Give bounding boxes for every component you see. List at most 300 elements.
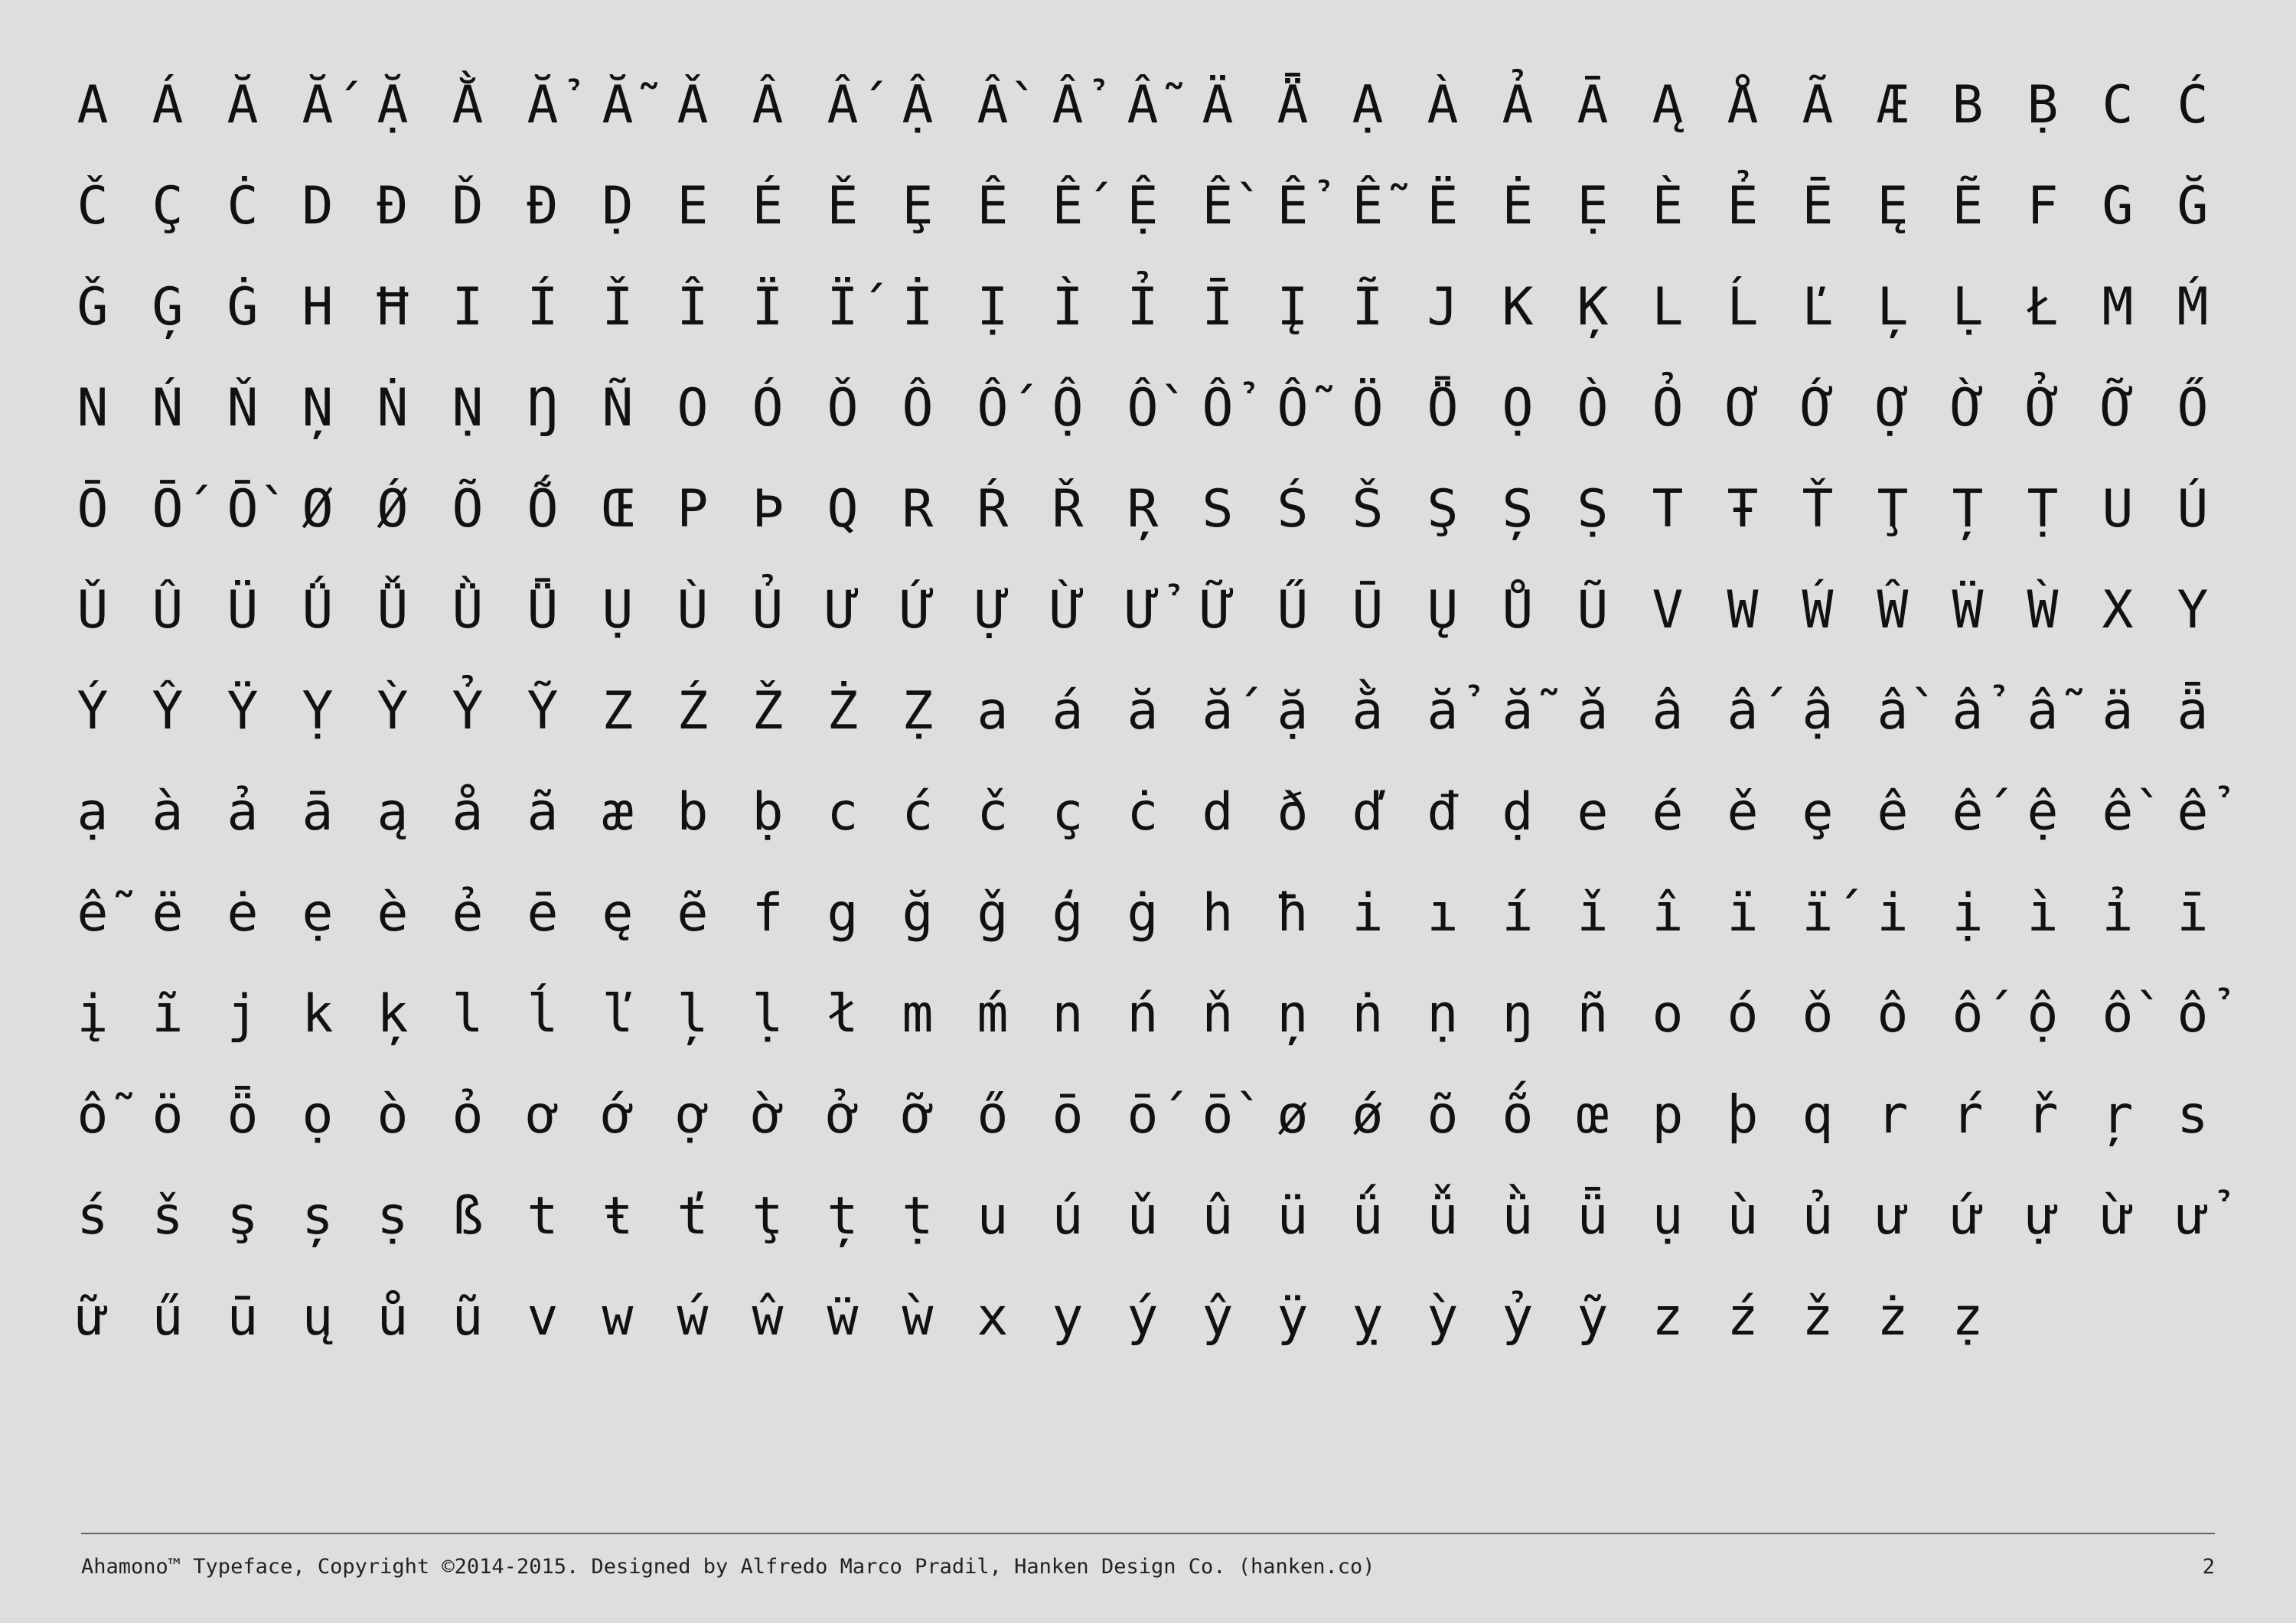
glyph-cell: A — [77, 75, 109, 135]
glyph-cell: ờ — [752, 1085, 784, 1146]
glyph-cell: T — [1652, 479, 1684, 539]
glyph-cell: ö — [152, 1085, 184, 1146]
glyph-cell: o — [1652, 984, 1684, 1045]
glyph-cell: Ĩ — [1352, 277, 1384, 337]
glyph-cell: Ű — [1277, 580, 1309, 640]
glyph-cell: Ñ — [602, 378, 634, 438]
glyph-cell: ừ — [2102, 1186, 2134, 1247]
glyph-cell: Ý — [77, 681, 109, 741]
glyph-cell: Ỉ — [1127, 277, 1159, 337]
glyph-cell: ď — [1352, 782, 1384, 842]
page-number: 2 — [2202, 1555, 2215, 1579]
glyph-cell: W — [1727, 580, 1759, 640]
glyph-cell: U — [2102, 479, 2134, 539]
glyph-cell: ŋ — [1502, 984, 1534, 1045]
glyph-cell: Ẩ — [1052, 75, 1084, 135]
glyph-cell: Ł — [2027, 277, 2059, 337]
glyph-cell: ṅ — [1352, 984, 1384, 1045]
glyph-cell: Ẓ — [902, 681, 934, 741]
glyph-cell: ċ — [1127, 782, 1159, 842]
glyph-cell: y — [1052, 1287, 1084, 1348]
glyph-cell: ō — [1052, 1085, 1084, 1146]
glyph-cell: K — [1502, 277, 1534, 337]
glyph-cell: ű — [152, 1287, 184, 1348]
glyph-cell: Ǔ — [77, 580, 109, 640]
glyph-cell: ñ — [1577, 984, 1609, 1045]
glyph-cell: Ů — [1502, 580, 1534, 640]
glyph-cell: ǜ — [1502, 1186, 1534, 1247]
glyph-cell: ṭ — [902, 1186, 934, 1247]
glyph-cell: Ị — [977, 277, 1009, 337]
glyph-cell: ợ — [677, 1085, 709, 1146]
glyph-cell: Ợ — [1877, 378, 1909, 438]
glyph-cell: Ù — [677, 580, 709, 640]
glyph-cell: Ỏ — [1652, 378, 1684, 438]
glyph-cell: ẻ — [452, 883, 484, 943]
glyph-cell: E — [677, 176, 709, 236]
glyph-cell: ặ — [1277, 681, 1309, 741]
glyph-cell: Í — [527, 277, 559, 337]
glyph-cell: Ṇ — [452, 378, 484, 438]
glyph-cell: Õ — [452, 479, 484, 539]
glyph-cell: ș — [302, 1186, 334, 1247]
glyph-cell: é — [1652, 782, 1684, 842]
glyph-cell: Ḅ — [2027, 75, 2059, 135]
glyph-cell: z — [1652, 1287, 1684, 1348]
glyph-cell: Ţ — [1877, 479, 1909, 539]
glyph-cell: ọ — [302, 1085, 334, 1146]
glyph-cell: ę — [602, 883, 634, 943]
glyph-cell: ơ — [527, 1085, 559, 1146]
glyph-cell: į — [77, 984, 109, 1045]
glyph-cell: ğ — [902, 883, 934, 943]
glyph-cell: ň — [1202, 984, 1234, 1045]
glyph-cell: Ằ — [452, 75, 484, 135]
glyph-cell: Ï — [752, 277, 784, 337]
glyph-cell: ķ — [377, 984, 409, 1045]
glyph-cell: ŕ — [1952, 1085, 1984, 1146]
glyph-cell: ī — [2177, 883, 2209, 943]
glyph-cell: Ŗ — [1127, 479, 1159, 539]
glyph-cell: Ṑ — [227, 479, 259, 539]
glyph-cell: ǎ — [1577, 681, 1609, 741]
glyph-cell: ĺ — [527, 984, 559, 1045]
glyph-cell: M — [2102, 277, 2134, 337]
glyph-cell: Ǖ — [527, 580, 559, 640]
glyph-cell: œ — [1577, 1085, 1609, 1146]
glyph-cell: ữ — [77, 1287, 109, 1348]
glyph-cell: ẁ — [902, 1287, 934, 1348]
glyph-cell: Ź — [677, 681, 709, 741]
glyph-cell: F — [2027, 176, 2059, 236]
glyph-cell: Ắ — [302, 75, 334, 135]
glyph-cell: æ — [602, 782, 634, 842]
glyph-cell: Ŷ — [152, 681, 184, 741]
glyph-cell: ẵ — [1502, 681, 1534, 741]
glyph-cell: ǐ — [1577, 883, 1609, 943]
glyph-cell: Ò — [1577, 378, 1609, 438]
glyph-cell: Ṅ — [377, 378, 409, 438]
glyph-cell: ÿ — [1277, 1287, 1309, 1348]
glyph-cell: ị — [1952, 883, 1984, 943]
glyph-cell: Ữ — [1202, 580, 1234, 640]
glyph-cell: l — [452, 984, 484, 1045]
glyph-cell: ṓ — [1127, 1085, 1159, 1146]
glyph-cell: Ḯ — [827, 277, 859, 337]
glyph-cell: ṑ — [1202, 1085, 1234, 1146]
glyph-cell: ư — [1877, 1186, 1909, 1247]
glyph-cell: þ — [1727, 1085, 1759, 1146]
glyph-cell: Š — [1352, 479, 1384, 539]
glyph-cell: C — [2102, 75, 2134, 135]
glyph-cell: ụ — [1652, 1186, 1684, 1247]
glyph-cell: Ì — [1052, 277, 1084, 337]
glyph-cell: m — [902, 984, 934, 1045]
glyph-cell: ḅ — [752, 782, 784, 842]
glyph-cell: ă — [1127, 681, 1159, 741]
glyph-cell: e — [1577, 782, 1609, 842]
glyph-cell: Ể — [1277, 176, 1309, 236]
glyph-cell: Ẻ — [1727, 176, 1759, 236]
glyph-cell: ŵ — [752, 1287, 784, 1348]
glyph-cell: h — [1202, 883, 1234, 943]
glyph-cell: Ễ — [1352, 176, 1384, 236]
glyph-cell: À — [1427, 75, 1459, 135]
glyph-cell: Ť — [1802, 479, 1834, 539]
glyph-cell: ạ — [77, 782, 109, 842]
glyph-cell: Ǎ — [677, 75, 709, 135]
glyph-cell: ấ — [1727, 681, 1759, 741]
glyph-cell: Ấ — [827, 75, 859, 135]
glyph-cell: ū — [227, 1287, 259, 1348]
glyph-cell: Ừ — [1052, 580, 1084, 640]
glyph-cell: í — [1502, 883, 1534, 943]
glyph-cell: ỗ — [77, 1085, 109, 1146]
glyph-cell: è — [377, 883, 409, 943]
glyph-cell: Z — [602, 681, 634, 741]
glyph-cell: ȩ — [1802, 782, 1834, 842]
glyph-cell: Ỵ — [302, 681, 334, 741]
glyph-cell: ǟ — [2177, 681, 2209, 741]
glyph-cell: ß — [452, 1186, 484, 1247]
glyph-cell: Ë — [1427, 176, 1459, 236]
glyph-cell: ắ — [1202, 681, 1234, 741]
glyph-cell: Ẃ — [1802, 580, 1834, 640]
glyph-cell: f — [752, 883, 784, 943]
glyph-cell: š — [152, 1186, 184, 1247]
glyph-cell: ẓ — [1952, 1287, 1984, 1348]
glyph-cell: Ħ — [377, 277, 409, 337]
glyph-cell: Ụ — [602, 580, 634, 640]
glyph-cell: ȫ — [227, 1085, 259, 1146]
glyph-cell: Ă — [227, 75, 259, 135]
glyph-cell: ỉ — [2102, 883, 2134, 943]
footer-credit: Ahamono™ Typeface, Copyright ©2014-2015. Designed by Alfredo Marco Pradil, Hanken Design Co. (hanken.co) — [81, 1555, 1375, 1579]
glyph-cell: ḯ — [1802, 883, 1834, 943]
glyph-cell: ô — [1877, 984, 1909, 1045]
glyph-cell: Ṭ — [2027, 479, 2059, 539]
glyph-cell: Ÿ — [227, 681, 259, 741]
glyph-cell: Ư — [827, 580, 859, 640]
glyph-cell: Ố — [977, 378, 1009, 438]
glyph-cell: ł — [827, 984, 859, 1045]
glyph-cell: ë — [152, 883, 184, 943]
glyph-cell: ǒ — [1802, 984, 1834, 1045]
glyph-cell: Ǿ — [377, 479, 409, 539]
glyph-cell: ć — [902, 782, 934, 842]
glyph-cell: ḷ — [752, 984, 784, 1045]
glyph-cell: Ď — [452, 176, 484, 236]
glyph-cell: ü — [1277, 1186, 1309, 1247]
glyph-cell: ủ — [1802, 1186, 1834, 1247]
glyph-cell: B — [1952, 75, 1984, 135]
glyph-cell: ǘ — [1352, 1186, 1384, 1247]
glyph-cell: ð — [1277, 782, 1309, 842]
glyph-cell: ẹ — [302, 883, 334, 943]
glyph-cell: Ũ — [1577, 580, 1609, 640]
glyph-cell: Ề — [1202, 176, 1234, 236]
glyph-cell: c — [827, 782, 859, 842]
glyph-cell: â — [1652, 681, 1684, 741]
glyph-cell: Ą — [1652, 75, 1684, 135]
glyph-cell: ì — [2027, 883, 2059, 943]
glyph-cell: ù — [1727, 1186, 1759, 1247]
glyph-cell: ţ — [752, 1186, 784, 1247]
glyph-cell: t — [527, 1186, 559, 1247]
glyph-cell: ů — [377, 1287, 409, 1348]
glyph-cell: Ê — [977, 176, 1009, 236]
glyph-cell: Ē — [1802, 176, 1834, 236]
glyph-cell: Ķ — [1577, 277, 1609, 337]
glyph-cell: ḿ — [977, 984, 1009, 1045]
glyph-cell: I — [452, 277, 484, 337]
glyph-cell: ą — [377, 782, 409, 842]
glyph-cell: Ả — [1502, 75, 1534, 135]
glyph-cell: k — [302, 984, 334, 1045]
glyph-cell: ŷ — [1202, 1287, 1234, 1348]
glyph-cell: H — [302, 277, 334, 337]
glyph-cell: ų — [302, 1287, 334, 1348]
glyph-cell: Ŋ — [527, 378, 559, 438]
glyph-cell: Ô — [902, 378, 934, 438]
glyph-cell: Ầ — [977, 75, 1009, 135]
glyph-cell: ỹ — [1577, 1287, 1609, 1348]
glyph-cell: Ǟ — [1277, 75, 1309, 135]
glyph-cell: Ț — [1952, 479, 1984, 539]
glyph-cell: ổ — [2177, 984, 2209, 1045]
glyph-cell: Ạ — [1352, 75, 1384, 135]
glyph-cell: ẅ — [827, 1287, 859, 1348]
glyph-cell: ǚ — [1427, 1186, 1459, 1247]
glyph-cell: Ō — [77, 479, 109, 539]
glyph-cell: Ǚ — [377, 580, 409, 640]
glyph-cell: ễ — [77, 883, 109, 943]
glyph-cell: p — [1652, 1085, 1684, 1146]
glyph-cell: Ż — [827, 681, 859, 741]
glyph-cell: u — [977, 1186, 1009, 1247]
glyph-cell: i — [1352, 883, 1384, 943]
glyph-cell: ń — [1127, 984, 1159, 1045]
glyph-cell: İ — [902, 277, 934, 337]
glyph-cell: Ć — [2177, 75, 2209, 135]
glyph-cell: Ū — [1352, 580, 1384, 640]
glyph-cell: ằ — [1352, 681, 1384, 741]
glyph-cell: ø — [1277, 1085, 1309, 1146]
glyph-cell: Ẹ — [1577, 176, 1609, 236]
glyph-cell: Ċ — [227, 176, 259, 236]
glyph-cell: ở — [827, 1085, 859, 1146]
glyph-cell: ť — [677, 1186, 709, 1247]
glyph-cell: Ó — [752, 378, 784, 438]
glyph-cell: Ī — [1202, 277, 1234, 337]
glyph-cell: ģ — [1052, 883, 1084, 943]
glyph-cell: Å — [1727, 75, 1759, 135]
glyph-cell: ứ — [1952, 1186, 1984, 1247]
glyph-cell: á — [1052, 681, 1084, 741]
glyph-cell: ể — [2177, 782, 2209, 842]
glyph-cell: ē — [527, 883, 559, 943]
glyph-cell: Ž — [752, 681, 784, 741]
glyph-cell: r — [1877, 1085, 1909, 1146]
glyph-cell: ĩ — [152, 984, 184, 1045]
glyph-cell: ņ — [1277, 984, 1309, 1045]
glyph-cell: Ỹ — [527, 681, 559, 741]
glyph-cell: Ộ — [1052, 378, 1084, 438]
glyph-cell: s — [2177, 1085, 2209, 1146]
glyph-cell: w — [602, 1287, 634, 1348]
glyph-cell: O — [677, 378, 709, 438]
glyph-cell: Û — [152, 580, 184, 640]
glyph-cell: É — [752, 176, 784, 236]
glyph-cell: J — [1427, 277, 1459, 337]
glyph-cell: Ç — [152, 176, 184, 236]
glyph-cell: Ȫ — [1427, 378, 1459, 438]
glyph-cell: ử — [2177, 1186, 2209, 1247]
glyph-cell: v — [527, 1287, 559, 1348]
glyph-cell: ỷ — [1502, 1287, 1534, 1348]
glyph-cell: ẩ — [1952, 681, 1984, 741]
glyph-cell: V — [1652, 580, 1684, 640]
glyph-cell: L — [1652, 277, 1684, 337]
glyph-cell: ț — [827, 1186, 859, 1247]
glyph-cell: ỵ — [1352, 1287, 1384, 1348]
glyph-cell: Ð — [377, 176, 409, 236]
glyph-cell: i — [1877, 883, 1909, 943]
glyph-cell: Q — [827, 479, 859, 539]
glyph-cell: Ẵ — [602, 75, 634, 135]
glyph-cell: Ḍ — [602, 176, 634, 236]
glyph-cell: ộ — [2027, 984, 2059, 1045]
glyph-cell: Ė — [1502, 176, 1534, 236]
glyph-cell: N — [77, 378, 109, 438]
glyph-cell: Ģ — [152, 277, 184, 337]
glyph-cell: Ẽ — [1952, 176, 1984, 236]
glyph-cell: Ğ — [2177, 176, 2209, 236]
glyph-cell: Ẁ — [2027, 580, 2059, 640]
glyph-cell: ǖ — [1577, 1186, 1609, 1247]
glyph-cell: à — [152, 782, 184, 842]
glyph-cell: Ỡ — [2102, 378, 2134, 438]
glyph-cell: ế — [1952, 782, 1984, 842]
glyph-cell: Ŧ — [1727, 479, 1759, 539]
glyph-cell: õ — [1427, 1085, 1459, 1146]
glyph-cell: Ṣ — [1577, 479, 1609, 539]
glyph-cell: Æ — [1877, 75, 1909, 135]
glyph-cell: X — [2102, 580, 2134, 640]
glyph-cell: ǔ — [1127, 1186, 1159, 1247]
glyph-cell: Đ — [527, 176, 559, 236]
glyph-cell: ã — [527, 782, 559, 842]
glyph-cell: Ġ — [227, 277, 259, 337]
glyph-cell: ê — [1877, 782, 1909, 842]
glyph-cell: Ớ — [1802, 378, 1834, 438]
glyph-cell: ỡ — [902, 1085, 934, 1146]
glyph-grid — [55, 55, 2259, 1368]
glyph-cell: đ — [1427, 782, 1459, 842]
glyph-cell: ầ — [1877, 681, 1909, 741]
glyph-cell: ä — [2102, 681, 2134, 741]
glyph-cell: ú — [1052, 1186, 1084, 1247]
glyph-cell: ḍ — [1502, 782, 1534, 842]
glyph-cell: Ã — [1802, 75, 1834, 135]
glyph-cell: Ỳ — [377, 681, 409, 741]
glyph-cell: P — [677, 479, 709, 539]
glyph-cell: ġ — [1127, 883, 1159, 943]
glyph-cell: Ņ — [302, 378, 334, 438]
glyph-cell: Ṓ — [152, 479, 184, 539]
glyph-cell: ẫ — [2027, 681, 2059, 741]
glyph-cell: ï — [1727, 883, 1759, 943]
glyph-cell: ũ — [452, 1287, 484, 1348]
glyph-cell: Ồ — [1127, 378, 1159, 438]
glyph-cell: ẳ — [1427, 681, 1459, 741]
footer-divider — [81, 1533, 2215, 1534]
glyph-cell: ồ — [2102, 984, 2134, 1045]
glyph-cell: Č — [77, 176, 109, 236]
glyph-cell: Ś — [1277, 479, 1309, 539]
glyph-cell: ò — [377, 1085, 409, 1146]
glyph-cell: ớ — [602, 1085, 634, 1146]
glyph-cell: ħ — [1277, 883, 1309, 943]
glyph-cell: Ě — [827, 176, 859, 236]
glyph-cell: Ẫ — [1127, 75, 1159, 135]
glyph-cell: ŗ — [2102, 1085, 2134, 1146]
glyph-cell: ỳ — [1427, 1287, 1459, 1348]
glyph-cell: Ǜ — [452, 580, 484, 640]
glyph-cell: Ḿ — [2177, 277, 2209, 337]
glyph-cell: j — [227, 984, 259, 1045]
glyph-cell: î — [1652, 883, 1684, 943]
glyph-cell: g — [827, 883, 859, 943]
glyph-cell: Ļ — [1877, 277, 1909, 337]
glyph-cell: ż — [1877, 1287, 1909, 1348]
glyph-cell: Ĺ — [1727, 277, 1759, 337]
glyph-cell: n — [1052, 984, 1084, 1045]
glyph-cell: Ứ — [902, 580, 934, 640]
glyph-cell: Ș — [1502, 479, 1534, 539]
glyph-cell: ṍ — [1502, 1085, 1534, 1146]
glyph-cell: ļ — [677, 984, 709, 1045]
glyph-cell: ŧ — [602, 1186, 634, 1247]
glyph-cell: ề — [2102, 782, 2134, 842]
glyph-cell: Ỗ — [1277, 378, 1309, 438]
glyph-cell: Î — [677, 277, 709, 337]
glyph-cell: č — [977, 782, 1009, 842]
glyph-cell: Ḷ — [1952, 277, 1984, 337]
glyph-cell: Ỷ — [452, 681, 484, 741]
glyph-cell: ó — [1727, 984, 1759, 1045]
glyph-cell: ě — [1727, 782, 1759, 842]
